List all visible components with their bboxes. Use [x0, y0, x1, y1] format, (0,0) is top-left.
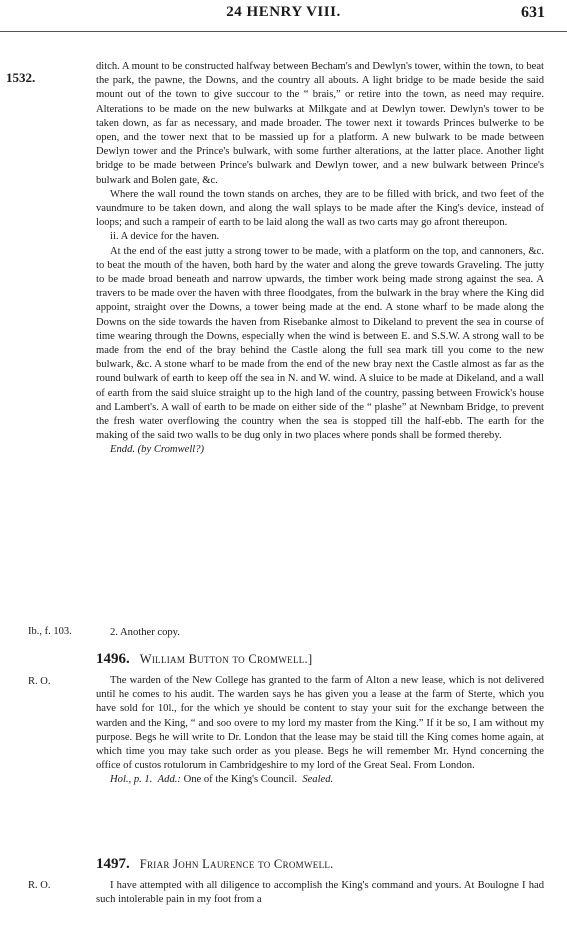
source-note: R. O. [28, 880, 51, 891]
entry-title: Friar John Laurence to Cromwell. [139, 857, 334, 871]
header-rule [0, 31, 567, 32]
entry-1497-text [96, 879, 544, 907]
paragraph: ditch. A mount to be constructed halfway between Becham's and Dewlyn's tower, within the town, to beat the park, the pawne, the Downs, and the country all abouts. A light bridge to be made beside the said mount out of the town to give succour to the “ brais,” or retire into the town, as need may require. Alterations to be made on the new bulwarks at Milkgate and at Dewlyn tower. Dewlyn's tower to be taken down, as far as necessary, and made broader. The tower next it towards Princes bulwerke to be open, and the tower next that to be massied up for a platform. A new bulwark to be made between Dewlyn tower and the Prince's bulwark, with some further alterations, at the latter place. Another light bridge to be made between Prince's bulwark and Dewlyn tower, and a new bulwark between Prince's bulwark and Bolen gate, &c. [96, 61, 544, 186]
entry-footer: Hol., p. 1. Add.: One of the King's Council. Sealed. [110, 774, 334, 786]
margin-reference: Ib., f. 103. [28, 626, 72, 637]
letter-text: I have attempted with all diligence to accomplish the King's command and yours. At Boulogne I had such intolerable pain in my foot from a [96, 880, 544, 906]
another-copy-line: 2. Another copy. [110, 627, 180, 638]
page-number: 631 [521, 4, 545, 21]
entry-1496-text [96, 674, 544, 788]
main-text-block [96, 60, 544, 458]
entry-1497-heading [96, 856, 334, 873]
entry-1496-heading [96, 651, 312, 668]
running-header-title: 24 HENRY VIII. [226, 4, 341, 20]
entry-title: William Button to Cromwell.] [139, 652, 313, 666]
paragraph: At the end of the east jutty a strong tower to be made, with a platform on the top, and cannoners, &c. to beat the mouth of the haven, both hard by the water and along the greve towards Graveling. The jutty to be made broad beneath and narrow upwards, the timber work being made strong against the sea. A travers to be made over the haven with three floodgates, from the bulwark in the bray where the King did appoint, straight over the Downs, a tower being made at the end. A stone wharf to be made along the Downs on the side towards the haven from Risebanke almost to Dikeland to prevent the sea in course of time wearing through the Downs, especially when the wind is between E. and S.S.W. A strong wall to be made from the end of the bray behind the Castle along the full sea mark till you come to the new bulwark, &c. A stone wharf to be made from the end of the new bray next the Castle almost as far as the round bulwark of earth to keep off the sea in N. and W. wind. A sluice to be made at Dikeland, and a wall of earth from the said sluice straight up to the high land of the country, passing between Frowick's house and Lambert's. A wall of earth to be made on either side of the “ plashe” at Newnbam Bridge, to prevent the fresh water overflowing the country when the sea is stopped till the half-ebb. The earth for the making of the said two walls to be dug only in two places where ponds shall be formed thereby. [96, 245, 544, 442]
section-heading: ii. A device for the haven. [110, 231, 220, 243]
entry-number: 1497. [96, 856, 130, 872]
letter-text: The warden of the New College has granted to the farm of Alton a new lease, which is not delivered until he comes to his audit. The warden says he has given you a lease at the farm of Sterte, which you have sold for 10l., for the which ye should be content to stay your suit for the exchange between the warden and the King, “ and soo overe to my lord my master from the King.” If it be so, I am without my purpose. Begs he will write to Dr. London that the lease may be staid till the King comes home again, at which time you may take such order as you please. Begs he will remember Mr. Hynd concerning the office of custos rotulorum in Cambridgeshire to my lord of the Great Seal. From London. [96, 675, 544, 772]
endorsement: Endd. (by Cromwell?) [110, 444, 205, 456]
entry-number: 1496. [96, 651, 130, 667]
source-note: R. O. [28, 676, 51, 687]
paragraph: Where the wall round the town stands on arches, they are to be filled with brick, and two feet of the vaundmure to be taken down, and along the wall splays to be made after the King's device, instead of loops; and such a rampeir of earth to be laid along the wall as two carts may go afront thereupon. [96, 188, 544, 229]
year-marker: 1532. [6, 70, 36, 85]
